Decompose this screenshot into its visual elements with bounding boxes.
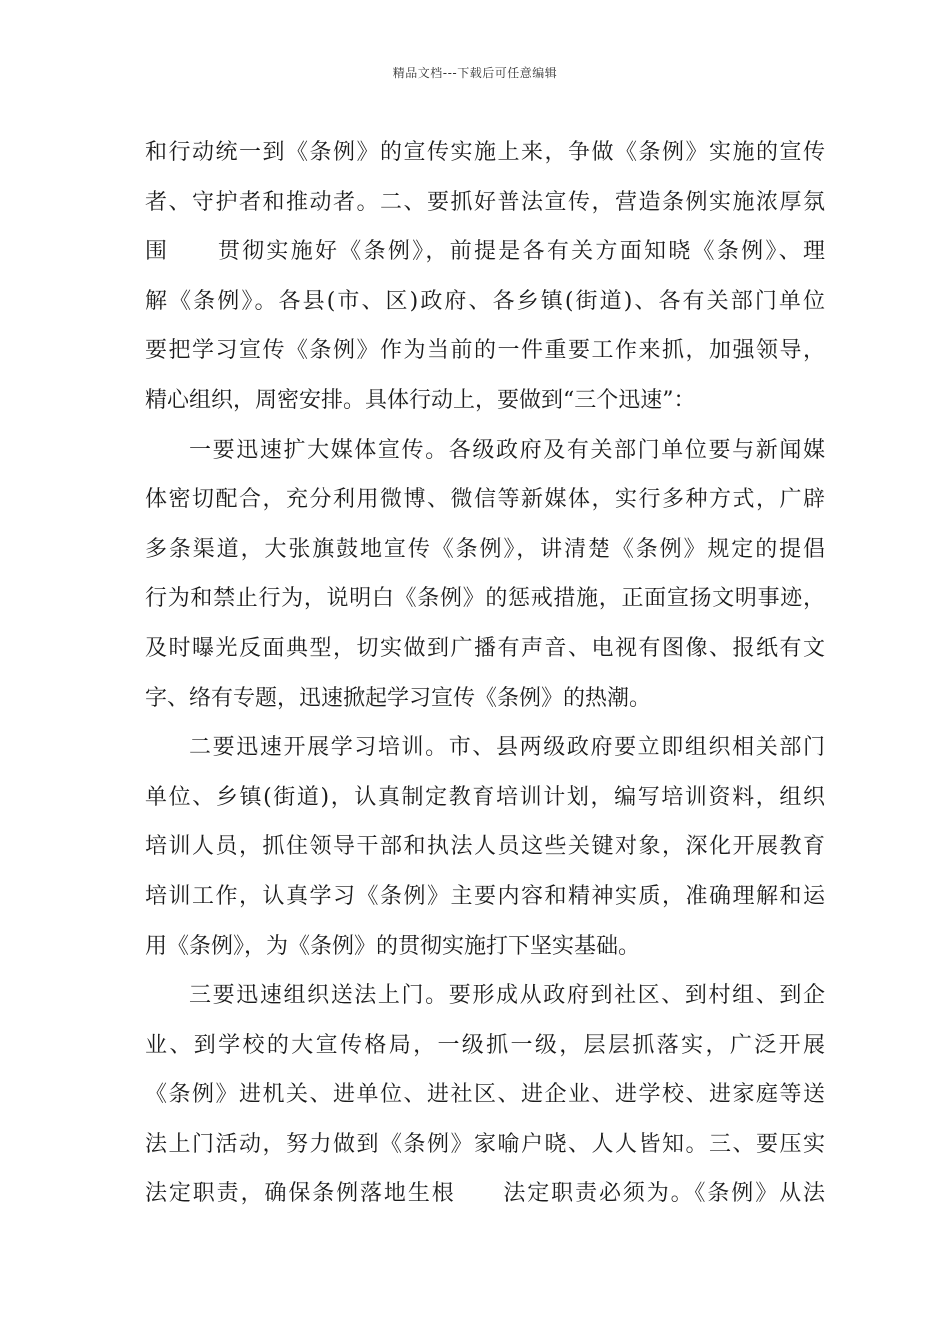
text-line: 和行动统一到《条例》的宣传实施上来，争做《条例》实施的宣传 [145,140,825,165]
text-line: 者、守护者和推动者。二、要抓好普法宣传，营造条例实施浓厚氛 [145,189,825,215]
text-line: 单位、乡镇(街道)，认真制定教育培训计划，编写培训资料，组织 [145,784,825,810]
document-body [145,128,825,1219]
paragraph-first-line: 三要迅速组织送法上门。要形成从政府到社区、到村组、到企 [189,983,825,1009]
paragraph-first-line: 二要迅速开展学习培训。市、县两级政府要立即组织相关部门 [189,735,825,761]
page-header: 精品文档---下载后可任意编辑 [392,66,558,80]
text-line: 《条例》进机关、进单位、进社区、进企业、进学校、进家庭等送 [145,1082,825,1108]
text-line: 培训工作，认真学习《条例》主要内容和精神实质，准确理解和运 [145,883,825,909]
text-line: 精心组织，周密安排。具体行动上，要做到“三个迅速”： [145,387,696,413]
text-line: 字、络有专题，迅速掀起学习宣传《条例》的热潮。 [145,685,652,711]
text-line: 用《条例》，为《条例》的贯彻实施打下坚实基础。 [145,933,641,959]
text-line: 行为和禁止行为，说明白《条例》的惩戒措施，正面宣扬文明事迹， [145,586,825,612]
text-line: 解《条例》。各县(市、区)政府、各乡镇(街道)、各有关部门单位 [145,288,825,314]
text-line: 多条渠道，大张旗鼓地宣传《条例》，讲清楚《条例》规定的提倡 [145,536,825,562]
text-line: 培训人员，抓住领导干部和执法人员这些关键对象，深化开展教育 [145,834,825,860]
text-line: 要把学习宣传《条例》作为当前的一件重要工作来抓，加强领导， [145,338,825,364]
text-line: 围 贯彻实施好《条例》，前提是各有关方面知晓《条例》、理 [145,239,825,265]
text-line: 体密切配合，充分利用微博、微信等新媒体，实行多种方式，广辟 [145,487,825,513]
paragraph-first-line: 一要迅速扩大媒体宣传。各级政府及有关部门单位要与新闻媒 [189,437,825,463]
text-line: 法上门活动，努力做到《条例》家喻户晓、人人皆知。三、要压实 [145,1131,825,1157]
text-line: 业、到学校的大宣传格局，一级抓一级，层层抓落实，广泛开展 [145,1032,825,1058]
text-line: 法定职责，确保条例落地生根 法定职责必须为。《条例》从法 [145,1181,825,1207]
text-line: 及时曝光反面典型，切实做到广播有声音、电视有图像、报纸有文 [145,635,825,661]
